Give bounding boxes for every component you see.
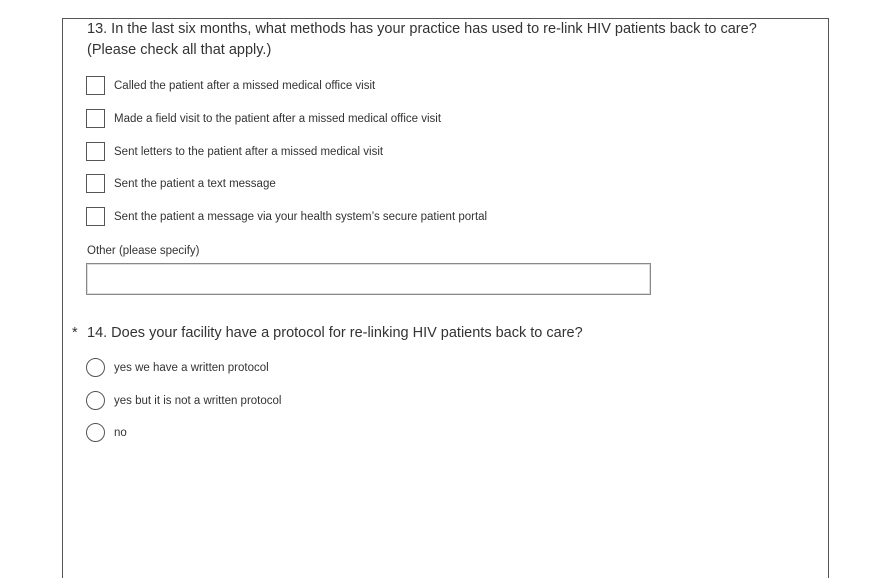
option-label: Called the patient after a missed medical office visit xyxy=(114,79,376,92)
radio-button[interactable] xyxy=(86,391,105,410)
q14-option-not-written-protocol[interactable] xyxy=(86,390,281,411)
q13-option-sent-letters[interactable] xyxy=(86,141,383,162)
checkbox[interactable] xyxy=(86,174,105,193)
question-14-title: 14. Does your facility have a protocol for re-linking HIV patients back to care? xyxy=(87,325,583,341)
q14-option-written-protocol[interactable] xyxy=(86,357,269,378)
option-label: Sent the patient a message via your health system’s secure patient portal xyxy=(114,210,488,223)
option-label: yes we have a written protocol xyxy=(114,361,269,374)
radio-button[interactable] xyxy=(86,358,105,377)
question-13-title: 13. In the last six months, what methods has your practice has used to re-link HIV patients back to care? (Please check all that apply.) xyxy=(87,21,757,58)
option-label: Made a field visit to the patient after a missed medical office visit xyxy=(114,112,442,125)
checkbox[interactable] xyxy=(86,207,105,226)
q13-option-field-visit[interactable] xyxy=(86,108,441,129)
option-label: yes but it is not a written protocol xyxy=(114,394,282,407)
other-specify-input[interactable] xyxy=(86,263,651,295)
checkbox[interactable] xyxy=(86,142,105,161)
option-label: Sent the patient a text message xyxy=(114,177,276,190)
option-label: Sent letters to the patient after a missed medical visit xyxy=(114,145,384,158)
checkbox[interactable] xyxy=(86,109,105,128)
q13-option-text-message[interactable] xyxy=(86,173,276,194)
other-specify-label: Other (please specify) xyxy=(87,245,200,257)
radio-button[interactable] xyxy=(86,423,105,442)
q13-option-called-patient[interactable] xyxy=(86,75,375,96)
survey-page-frame xyxy=(62,18,829,578)
option-label: no xyxy=(114,426,127,439)
q13-option-patient-portal[interactable] xyxy=(86,206,487,227)
required-marker: * xyxy=(72,325,78,341)
checkbox[interactable] xyxy=(86,76,105,95)
q14-option-no[interactable] xyxy=(86,422,127,443)
